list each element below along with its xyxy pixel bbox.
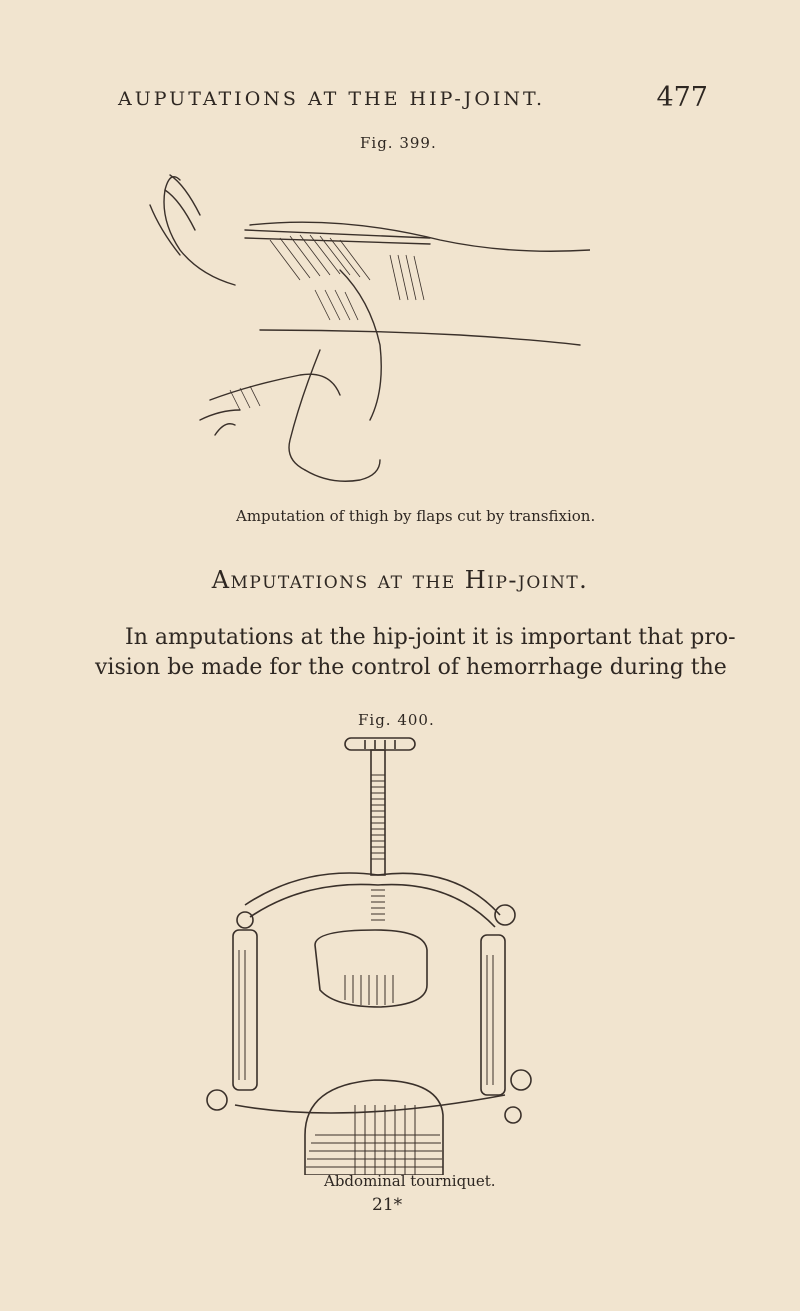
figure-400-caption: Abdominal tourniquet.: [324, 1172, 496, 1190]
body-line: In amputations at the hip-joint it is important that pro-: [125, 625, 736, 650]
figure-400-illustration: [195, 735, 545, 1175]
signature-mark: 21*: [372, 1195, 403, 1215]
figure-399-caption: Amputation of thigh by flaps cut by transfixion.: [236, 507, 596, 525]
section-heading: Amputations at the Hip-joint.: [211, 566, 589, 594]
page-number: 477: [656, 82, 708, 113]
running-head-title: AUPUTATIONS AT THE HIP-JOINT.: [118, 88, 545, 110]
body-paragraph: [95, 623, 736, 683]
running-head: [118, 82, 708, 118]
figure-399-illustration: [140, 160, 590, 495]
figure-399-label: Fig. 399.: [360, 134, 437, 152]
body-line: vision be made for the control of hemorrhage during the: [95, 655, 727, 680]
figure-400-label: Fig. 400.: [358, 711, 435, 729]
